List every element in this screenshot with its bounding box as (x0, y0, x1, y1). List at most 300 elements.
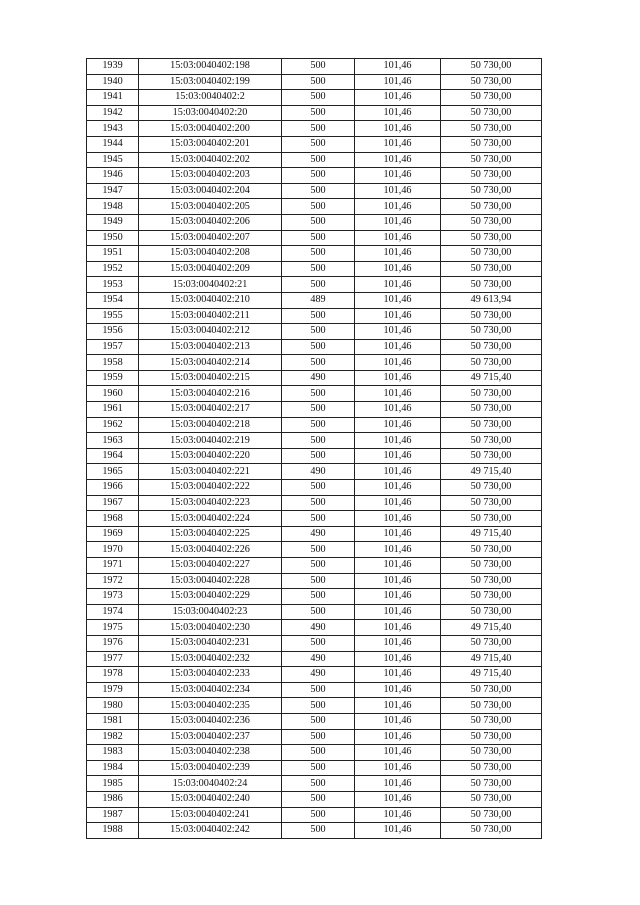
cadastral-number-cell: 15:03:0040402:236 (139, 713, 282, 729)
row-number-cell: 1945 (87, 152, 139, 168)
area-cell: 500 (282, 433, 355, 449)
total-cell: 50 730,00 (441, 417, 542, 433)
area-cell: 500 (282, 355, 355, 371)
total-cell: 49 715,40 (441, 526, 542, 542)
area-cell: 500 (282, 308, 355, 324)
row-number-cell: 1970 (87, 542, 139, 558)
total-cell: 50 730,00 (441, 807, 542, 823)
cadastral-number-cell: 15:03:0040402:199 (139, 74, 282, 90)
area-cell: 500 (282, 402, 355, 418)
row-number-cell: 1947 (87, 183, 139, 199)
price-cell: 101,46 (355, 698, 441, 714)
total-cell: 50 730,00 (441, 136, 542, 152)
price-cell: 101,46 (355, 448, 441, 464)
table-row (87, 776, 542, 792)
cadastral-number-cell: 15:03:0040402:227 (139, 558, 282, 574)
table-row (87, 729, 542, 745)
cadastral-number-cell: 15:03:0040402:230 (139, 620, 282, 636)
total-cell: 50 730,00 (441, 589, 542, 605)
cadastral-number-cell: 15:03:0040402:240 (139, 791, 282, 807)
table-row (87, 386, 542, 402)
table-row (87, 511, 542, 527)
price-cell: 101,46 (355, 90, 441, 106)
area-cell: 500 (282, 246, 355, 262)
cadastral-number-cell: 15:03:0040402:198 (139, 59, 282, 75)
table-row (87, 168, 542, 184)
row-number-cell: 1957 (87, 339, 139, 355)
table-row (87, 417, 542, 433)
total-cell: 50 730,00 (441, 433, 542, 449)
area-cell: 490 (282, 370, 355, 386)
table-row (87, 339, 542, 355)
row-number-cell: 1955 (87, 308, 139, 324)
cadastral-number-cell: 15:03:0040402:21 (139, 277, 282, 293)
area-cell: 500 (282, 635, 355, 651)
total-cell: 50 730,00 (441, 152, 542, 168)
row-number-cell: 1962 (87, 417, 139, 433)
table-row (87, 230, 542, 246)
total-cell: 50 730,00 (441, 713, 542, 729)
total-cell: 50 730,00 (441, 495, 542, 511)
row-number-cell: 1965 (87, 464, 139, 480)
table-row (87, 433, 542, 449)
price-cell: 101,46 (355, 59, 441, 75)
area-cell: 500 (282, 152, 355, 168)
price-cell: 101,46 (355, 339, 441, 355)
cadastral-number-cell: 15:03:0040402:238 (139, 745, 282, 761)
total-cell: 50 730,00 (441, 246, 542, 262)
price-cell: 101,46 (355, 121, 441, 137)
row-number-cell: 1988 (87, 823, 139, 839)
area-cell: 500 (282, 589, 355, 605)
cadastral-number-cell: 15:03:0040402:241 (139, 807, 282, 823)
cadastral-number-cell: 15:03:0040402:221 (139, 464, 282, 480)
row-number-cell: 1948 (87, 199, 139, 215)
area-cell: 500 (282, 417, 355, 433)
area-cell: 500 (282, 339, 355, 355)
table-row (87, 246, 542, 262)
row-number-cell: 1974 (87, 604, 139, 620)
price-cell: 101,46 (355, 214, 441, 230)
table-row (87, 199, 542, 215)
area-cell: 500 (282, 386, 355, 402)
area-cell: 500 (282, 261, 355, 277)
price-cell: 101,46 (355, 433, 441, 449)
cadastral-number-cell: 15:03:0040402:222 (139, 480, 282, 496)
price-cell: 101,46 (355, 355, 441, 371)
price-cell: 101,46 (355, 589, 441, 605)
row-number-cell: 1951 (87, 246, 139, 262)
total-cell: 50 730,00 (441, 745, 542, 761)
cadastral-number-cell: 15:03:0040402:214 (139, 355, 282, 371)
row-number-cell: 1941 (87, 90, 139, 106)
price-cell: 101,46 (355, 168, 441, 184)
data-table (86, 58, 542, 839)
price-cell: 101,46 (355, 370, 441, 386)
cadastral-number-cell: 15:03:0040402:216 (139, 386, 282, 402)
price-cell: 101,46 (355, 667, 441, 683)
total-cell: 50 730,00 (441, 214, 542, 230)
row-number-cell: 1949 (87, 214, 139, 230)
row-number-cell: 1960 (87, 386, 139, 402)
row-number-cell: 1944 (87, 136, 139, 152)
area-cell: 500 (282, 59, 355, 75)
total-cell: 50 730,00 (441, 386, 542, 402)
cadastral-number-cell: 15:03:0040402:225 (139, 526, 282, 542)
table-row (87, 292, 542, 308)
area-cell: 500 (282, 807, 355, 823)
area-cell: 490 (282, 651, 355, 667)
price-cell: 101,46 (355, 246, 441, 262)
cadastral-number-cell: 15:03:0040402:204 (139, 183, 282, 199)
area-cell: 500 (282, 682, 355, 698)
table-row (87, 573, 542, 589)
total-cell: 50 730,00 (441, 230, 542, 246)
area-cell: 500 (282, 199, 355, 215)
table-row (87, 667, 542, 683)
total-cell: 50 730,00 (441, 760, 542, 776)
price-cell: 101,46 (355, 791, 441, 807)
row-number-cell: 1968 (87, 511, 139, 527)
row-number-cell: 1976 (87, 635, 139, 651)
cadastral-number-cell: 15:03:0040402:235 (139, 698, 282, 714)
table-row (87, 90, 542, 106)
table-row (87, 589, 542, 605)
cadastral-number-cell: 15:03:0040402:242 (139, 823, 282, 839)
price-cell: 101,46 (355, 542, 441, 558)
price-cell: 101,46 (355, 277, 441, 293)
cadastral-number-cell: 15:03:0040402:209 (139, 261, 282, 277)
table-row (87, 760, 542, 776)
total-cell: 50 730,00 (441, 729, 542, 745)
price-cell: 101,46 (355, 74, 441, 90)
cadastral-number-cell: 15:03:0040402:231 (139, 635, 282, 651)
total-cell: 50 730,00 (441, 324, 542, 340)
area-cell: 500 (282, 121, 355, 137)
area-cell: 490 (282, 667, 355, 683)
area-cell: 500 (282, 480, 355, 496)
total-cell: 50 730,00 (441, 402, 542, 418)
price-cell: 101,46 (355, 386, 441, 402)
area-cell: 500 (282, 105, 355, 121)
row-number-cell: 1939 (87, 59, 139, 75)
cadastral-number-cell: 15:03:0040402:205 (139, 199, 282, 215)
price-cell: 101,46 (355, 760, 441, 776)
row-number-cell: 1982 (87, 729, 139, 745)
table-row (87, 183, 542, 199)
cadastral-number-cell: 15:03:0040402:24 (139, 776, 282, 792)
table-row (87, 214, 542, 230)
row-number-cell: 1975 (87, 620, 139, 636)
row-number-cell: 1978 (87, 667, 139, 683)
row-number-cell: 1980 (87, 698, 139, 714)
area-cell: 500 (282, 604, 355, 620)
row-number-cell: 1979 (87, 682, 139, 698)
row-number-cell: 1986 (87, 791, 139, 807)
total-cell: 50 730,00 (441, 558, 542, 574)
area-cell: 500 (282, 168, 355, 184)
price-cell: 101,46 (355, 417, 441, 433)
table-row (87, 682, 542, 698)
row-number-cell: 1984 (87, 760, 139, 776)
cadastral-number-cell: 15:03:0040402:208 (139, 246, 282, 262)
row-number-cell: 1985 (87, 776, 139, 792)
table-row (87, 713, 542, 729)
area-cell: 500 (282, 324, 355, 340)
table-row (87, 261, 542, 277)
area-cell: 500 (282, 745, 355, 761)
area-cell: 500 (282, 511, 355, 527)
total-cell: 50 730,00 (441, 199, 542, 215)
area-cell: 500 (282, 90, 355, 106)
cadastral-number-cell: 15:03:0040402:224 (139, 511, 282, 527)
cadastral-number-cell: 15:03:0040402:226 (139, 542, 282, 558)
total-cell: 50 730,00 (441, 339, 542, 355)
row-number-cell: 1946 (87, 168, 139, 184)
total-cell: 50 730,00 (441, 480, 542, 496)
table-row (87, 791, 542, 807)
price-cell: 101,46 (355, 558, 441, 574)
total-cell: 50 730,00 (441, 698, 542, 714)
cadastral-number-cell: 15:03:0040402:223 (139, 495, 282, 511)
price-cell: 101,46 (355, 526, 441, 542)
table-row (87, 604, 542, 620)
cadastral-number-cell: 15:03:0040402:229 (139, 589, 282, 605)
row-number-cell: 1972 (87, 573, 139, 589)
price-cell: 101,46 (355, 230, 441, 246)
total-cell: 49 715,40 (441, 464, 542, 480)
price-cell: 101,46 (355, 199, 441, 215)
table-body (87, 59, 542, 839)
cadastral-number-cell: 15:03:0040402:200 (139, 121, 282, 137)
row-number-cell: 1952 (87, 261, 139, 277)
area-cell: 489 (282, 292, 355, 308)
row-number-cell: 1961 (87, 402, 139, 418)
row-number-cell: 1971 (87, 558, 139, 574)
area-cell: 500 (282, 214, 355, 230)
total-cell: 50 730,00 (441, 682, 542, 698)
cadastral-number-cell: 15:03:0040402:213 (139, 339, 282, 355)
area-cell: 500 (282, 448, 355, 464)
price-cell: 101,46 (355, 511, 441, 527)
price-cell: 101,46 (355, 324, 441, 340)
total-cell: 49 613,94 (441, 292, 542, 308)
table-row (87, 745, 542, 761)
cadastral-number-cell: 15:03:0040402:220 (139, 448, 282, 464)
area-cell: 500 (282, 136, 355, 152)
total-cell: 50 730,00 (441, 823, 542, 839)
price-cell: 101,46 (355, 745, 441, 761)
price-cell: 101,46 (355, 183, 441, 199)
area-cell: 500 (282, 495, 355, 511)
table-row (87, 370, 542, 386)
price-cell: 101,46 (355, 136, 441, 152)
area-cell: 500 (282, 776, 355, 792)
area-cell: 500 (282, 277, 355, 293)
cadastral-number-cell: 15:03:0040402:211 (139, 308, 282, 324)
table-row (87, 448, 542, 464)
total-cell: 50 730,00 (441, 511, 542, 527)
cadastral-number-cell: 15:03:0040402:218 (139, 417, 282, 433)
total-cell: 49 715,40 (441, 370, 542, 386)
price-cell: 101,46 (355, 682, 441, 698)
cadastral-number-cell: 15:03:0040402:237 (139, 729, 282, 745)
cadastral-number-cell: 15:03:0040402:233 (139, 667, 282, 683)
row-number-cell: 1954 (87, 292, 139, 308)
row-number-cell: 1940 (87, 74, 139, 90)
cadastral-number-cell: 15:03:0040402:201 (139, 136, 282, 152)
table-row (87, 308, 542, 324)
table-row (87, 698, 542, 714)
area-cell: 500 (282, 698, 355, 714)
cadastral-number-cell: 15:03:0040402:202 (139, 152, 282, 168)
table-row (87, 464, 542, 480)
cadastral-number-cell: 15:03:0040402:234 (139, 682, 282, 698)
area-cell: 500 (282, 713, 355, 729)
price-cell: 101,46 (355, 776, 441, 792)
total-cell: 50 730,00 (441, 105, 542, 121)
row-number-cell: 1969 (87, 526, 139, 542)
total-cell: 50 730,00 (441, 448, 542, 464)
cadastral-number-cell: 15:03:0040402:217 (139, 402, 282, 418)
price-cell: 101,46 (355, 573, 441, 589)
price-cell: 101,46 (355, 308, 441, 324)
table-row (87, 402, 542, 418)
table-row (87, 59, 542, 75)
price-cell: 101,46 (355, 823, 441, 839)
area-cell: 490 (282, 620, 355, 636)
price-cell: 101,46 (355, 807, 441, 823)
price-cell: 101,46 (355, 152, 441, 168)
table-row (87, 620, 542, 636)
row-number-cell: 1966 (87, 480, 139, 496)
table-row (87, 542, 542, 558)
cadastral-number-cell: 15:03:0040402:210 (139, 292, 282, 308)
price-cell: 101,46 (355, 495, 441, 511)
area-cell: 500 (282, 760, 355, 776)
total-cell: 50 730,00 (441, 308, 542, 324)
table-row (87, 495, 542, 511)
table-row (87, 324, 542, 340)
total-cell: 49 715,40 (441, 651, 542, 667)
row-number-cell: 1973 (87, 589, 139, 605)
total-cell: 50 730,00 (441, 183, 542, 199)
table-row (87, 74, 542, 90)
price-cell: 101,46 (355, 105, 441, 121)
table-row (87, 152, 542, 168)
total-cell: 50 730,00 (441, 355, 542, 371)
price-cell: 101,46 (355, 635, 441, 651)
total-cell: 49 715,40 (441, 667, 542, 683)
row-number-cell: 1983 (87, 745, 139, 761)
price-cell: 101,46 (355, 480, 441, 496)
row-number-cell: 1953 (87, 277, 139, 293)
total-cell: 50 730,00 (441, 168, 542, 184)
cadastral-number-cell: 15:03:0040402:20 (139, 105, 282, 121)
row-number-cell: 1987 (87, 807, 139, 823)
table-row (87, 277, 542, 293)
area-cell: 500 (282, 729, 355, 745)
row-number-cell: 1977 (87, 651, 139, 667)
table-row (87, 651, 542, 667)
area-cell: 490 (282, 464, 355, 480)
price-cell: 101,46 (355, 261, 441, 277)
cadastral-number-cell: 15:03:0040402:232 (139, 651, 282, 667)
cadastral-number-cell: 15:03:0040402:228 (139, 573, 282, 589)
total-cell: 50 730,00 (441, 121, 542, 137)
table-row (87, 480, 542, 496)
row-number-cell: 1967 (87, 495, 139, 511)
total-cell: 50 730,00 (441, 791, 542, 807)
total-cell: 49 715,40 (441, 620, 542, 636)
cadastral-number-cell: 15:03:0040402:207 (139, 230, 282, 246)
row-number-cell: 1956 (87, 324, 139, 340)
area-cell: 490 (282, 526, 355, 542)
total-cell: 50 730,00 (441, 74, 542, 90)
total-cell: 50 730,00 (441, 604, 542, 620)
total-cell: 50 730,00 (441, 776, 542, 792)
cadastral-number-cell: 15:03:0040402:203 (139, 168, 282, 184)
cadastral-number-cell: 15:03:0040402:2 (139, 90, 282, 106)
total-cell: 50 730,00 (441, 261, 542, 277)
table-row (87, 526, 542, 542)
price-cell: 101,46 (355, 604, 441, 620)
area-cell: 500 (282, 74, 355, 90)
table-row (87, 105, 542, 121)
price-cell: 101,46 (355, 620, 441, 636)
total-cell: 50 730,00 (441, 277, 542, 293)
area-cell: 500 (282, 823, 355, 839)
row-number-cell: 1964 (87, 448, 139, 464)
table-row (87, 136, 542, 152)
area-cell: 500 (282, 230, 355, 246)
area-cell: 500 (282, 573, 355, 589)
table-row (87, 807, 542, 823)
total-cell: 50 730,00 (441, 635, 542, 651)
area-cell: 500 (282, 183, 355, 199)
price-cell: 101,46 (355, 713, 441, 729)
price-cell: 101,46 (355, 729, 441, 745)
table-row (87, 635, 542, 651)
total-cell: 50 730,00 (441, 573, 542, 589)
total-cell: 50 730,00 (441, 59, 542, 75)
cadastral-number-cell: 15:03:0040402:23 (139, 604, 282, 620)
row-number-cell: 1959 (87, 370, 139, 386)
area-cell: 500 (282, 542, 355, 558)
price-cell: 101,46 (355, 292, 441, 308)
cadastral-number-cell: 15:03:0040402:212 (139, 324, 282, 340)
total-cell: 50 730,00 (441, 90, 542, 106)
row-number-cell: 1981 (87, 713, 139, 729)
area-cell: 500 (282, 791, 355, 807)
row-number-cell: 1958 (87, 355, 139, 371)
price-cell: 101,46 (355, 651, 441, 667)
table-row (87, 823, 542, 839)
table-row (87, 355, 542, 371)
price-cell: 101,46 (355, 402, 441, 418)
total-cell: 50 730,00 (441, 542, 542, 558)
table-row (87, 121, 542, 137)
price-cell: 101,46 (355, 464, 441, 480)
row-number-cell: 1942 (87, 105, 139, 121)
row-number-cell: 1963 (87, 433, 139, 449)
cadastral-number-cell: 15:03:0040402:215 (139, 370, 282, 386)
cadastral-number-cell: 15:03:0040402:219 (139, 433, 282, 449)
row-number-cell: 1950 (87, 230, 139, 246)
cadastral-number-cell: 15:03:0040402:239 (139, 760, 282, 776)
cadastral-number-cell: 15:03:0040402:206 (139, 214, 282, 230)
area-cell: 500 (282, 558, 355, 574)
